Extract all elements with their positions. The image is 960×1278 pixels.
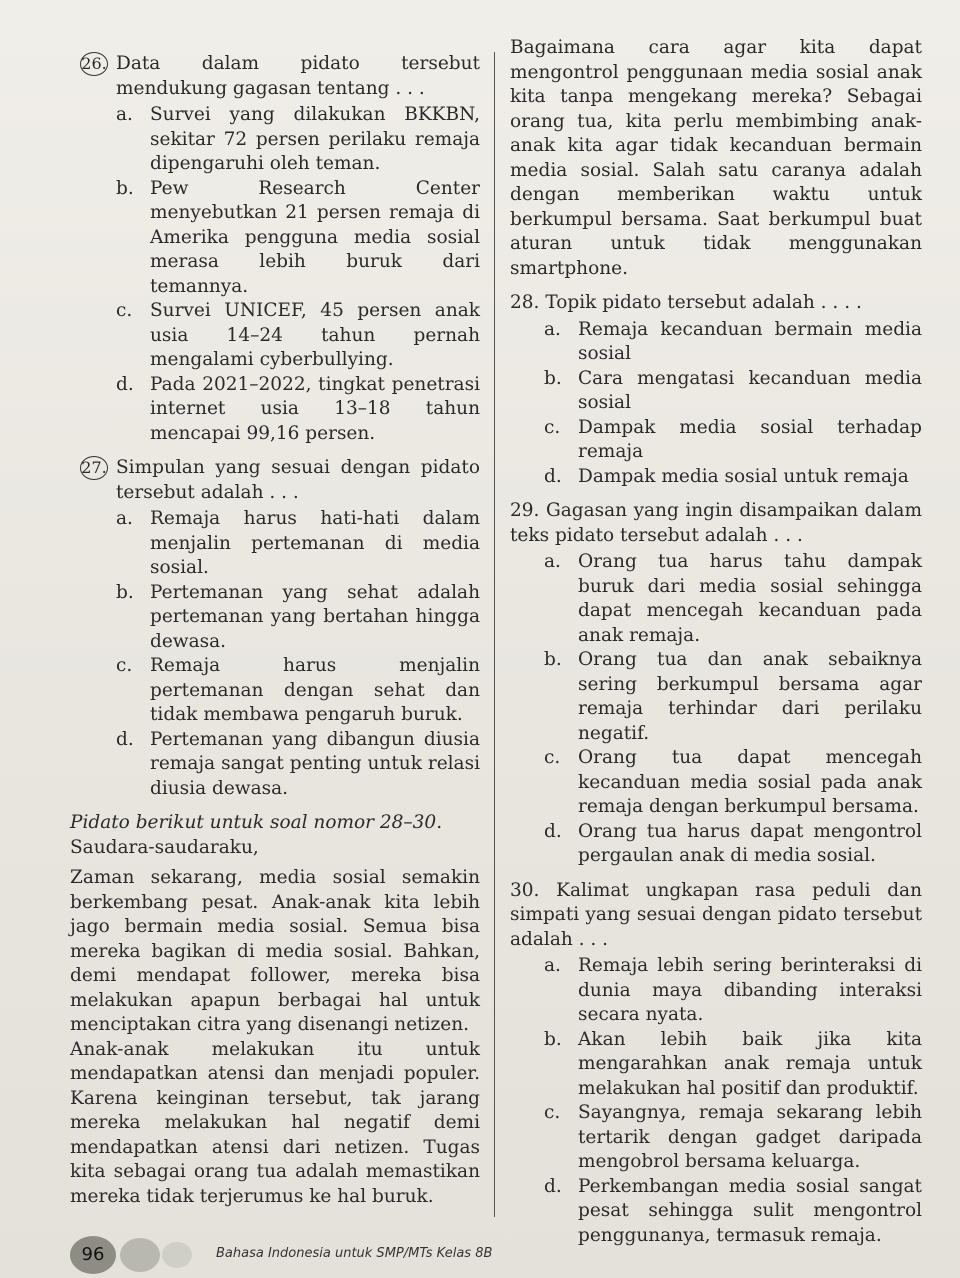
option-29b[interactable]: b. Orang tua dan anak sebaiknya sering berkumpul bersama agar remaja terhindar dari perilaku negatif. — [544, 649, 922, 744]
option-29a[interactable]: a. Orang tua harus tahu dampak buruk dari media sosial sehingga dapat mencegah kecanduan pada anak remaja. — [544, 551, 922, 646]
option-27a[interactable]: a. Remaja harus hati-hati dalam menjalin pertemanan di media sosial. — [116, 508, 480, 578]
option-29c[interactable]: c. Orang tua dapat mencegah kecanduan media sosial pada anak remaja dengan berkumpul bersama. — [544, 747, 922, 817]
question-number: 26. — [80, 52, 108, 76]
option-27b[interactable]: b. Pertemanan yang sehat adalah pertemanan yang bertahan hingga dewasa. — [116, 581, 480, 652]
option-27c[interactable]: c. Remaja harus menjalin pertemanan dengan sehat dan tidak membawa pengaruh buruk. — [116, 655, 480, 725]
left-column — [70, 52, 480, 1209]
question-stem: Kalimat ungkapan rasa peduli dan simpati yang sesuai dengan pidato tersebut adalah . . . — [510, 879, 922, 950]
question-number: 28. — [510, 292, 540, 313]
option-30a[interactable]: a. Remaja lebih sering berinteraksi di dunia maya dibanding interaksi secara nyata. — [544, 955, 922, 1025]
decorative-circle — [120, 1238, 160, 1272]
option-29d[interactable]: d. Orang tua harus dapat mengontrol pergaulan anak di media sosial. — [544, 820, 922, 866]
option-26b[interactable]: b. Pew Research Center menyebutkan 21 persen remaja di Amerika pengguna media sosial merasa lebih buruk dari temannya. — [116, 177, 480, 297]
option-28c[interactable]: c. Dampak media sosial terhadap remaja — [544, 416, 922, 462]
question-26 — [70, 52, 480, 101]
column-divider — [494, 52, 495, 1217]
option-28a[interactable]: a. Remaja kecanduan bermain media sosial — [544, 318, 922, 364]
book-title: Bahasa Indonesia untuk SMP/MTs Kelas 8B — [216, 1246, 493, 1261]
speech-paragraph-3: Bagaimana cara agar kita dapat mengontrol penggunaan media sosial anak kita tanpa mengekang mereka? Sebagai orang tua, kita perlu membimbing anak-anak kita agar tidak kecanduan bermain media sosial. Salah satu caranya adalah dengan memberikan waktu untuk berkumpul bersama. Saat berkumpul buat aturan untuk tidak menggunakan smartphone. — [510, 37, 922, 279]
option-28b[interactable]: b. Cara mengatasi kecanduan media sosial — [544, 367, 922, 413]
question-number: 29. — [510, 500, 540, 521]
option-26d[interactable]: d. Pada 2021–2022, tingkat penetrasi internet usia 13–18 tahun mencapai 99,16 persen. — [116, 373, 480, 444]
question-stem: Gagasan yang ingin disampaikan dalam teks pidato tersebut adalah . . . — [510, 500, 922, 546]
speech-intro: Pidato berikut untuk soal nomor 28–30. — [70, 812, 443, 833]
question-number: 30. — [510, 879, 540, 901]
question-29 — [510, 499, 922, 548]
option-26c[interactable]: c. Survei UNICEF, 45 persen anak usia 14–24 tahun pernah mengalami cyberbullying. — [116, 300, 480, 370]
question-stem: Topik pidato tersebut adalah . . . . — [545, 292, 862, 313]
option-27d[interactable]: d. Pertemanan yang dibangun diusia remaja sangat penting untuk relasi diusia dewasa. — [116, 728, 480, 799]
option-30c[interactable]: c. Sayangnya, remaja sekarang lebih tertarik dengan gadget daripada mengobrol bersama keluarga. — [544, 1102, 922, 1172]
speech-greeting: Saudara-saudaraku, — [70, 836, 259, 858]
speech-paragraph-2: Anak-anak melakukan itu untuk mendapatkan atensi dan menjadi populer. Karena keinginan tersebut, tak jarang mereka melakukan hal negatif demi mendapatkan atensi dari netizen. Tugas kita sebagai orang tua adalah memastikan mereka tidak terjerumus ke hal buruk. — [70, 1038, 480, 1207]
decorative-circle — [162, 1242, 192, 1268]
page-number: 96 — [70, 1236, 116, 1274]
option-28d[interactable]: d. Dampak media sosial untuk remaja — [544, 465, 909, 487]
question-stem: Data dalam pidato tersebut mendukung gagasan tentang . . . — [116, 53, 480, 99]
question-stem: Simpulan yang sesuai dengan pidato tersebut adalah . . . — [116, 457, 480, 503]
page-footer — [70, 1236, 570, 1276]
question-28 — [510, 291, 922, 316]
speech-paragraph-1: Zaman sekarang, media sosial semakin berkembang pesat. Anak-anak kita lebih jago bermain media sosial. Semua bisa mereka bagikan di media sosial. Bahkan, demi mendapat follower, mereka bisa melakukan apapun berbagai hal untuk menciptakan citra yang disenangi netizen. — [70, 867, 480, 1035]
option-30d[interactable]: d. Perkembangan media sosial sangat pesat sehingga sulit mengontrol penggunanya, termasuk remaja. — [544, 1175, 922, 1246]
question-number: 27. — [80, 456, 108, 480]
question-27 — [70, 456, 480, 505]
question-30 — [510, 879, 922, 953]
option-26a[interactable]: a. Survei yang dilakukan BKKBN, sekitar 72 persen perilaku remaja dipengaruhi oleh teman. — [116, 104, 480, 174]
option-30b[interactable]: b. Akan lebih baik jika kita mengarahkan anak remaja untuk melakukan hal positif dan produktif. — [544, 1028, 922, 1099]
right-column — [510, 36, 922, 1248]
